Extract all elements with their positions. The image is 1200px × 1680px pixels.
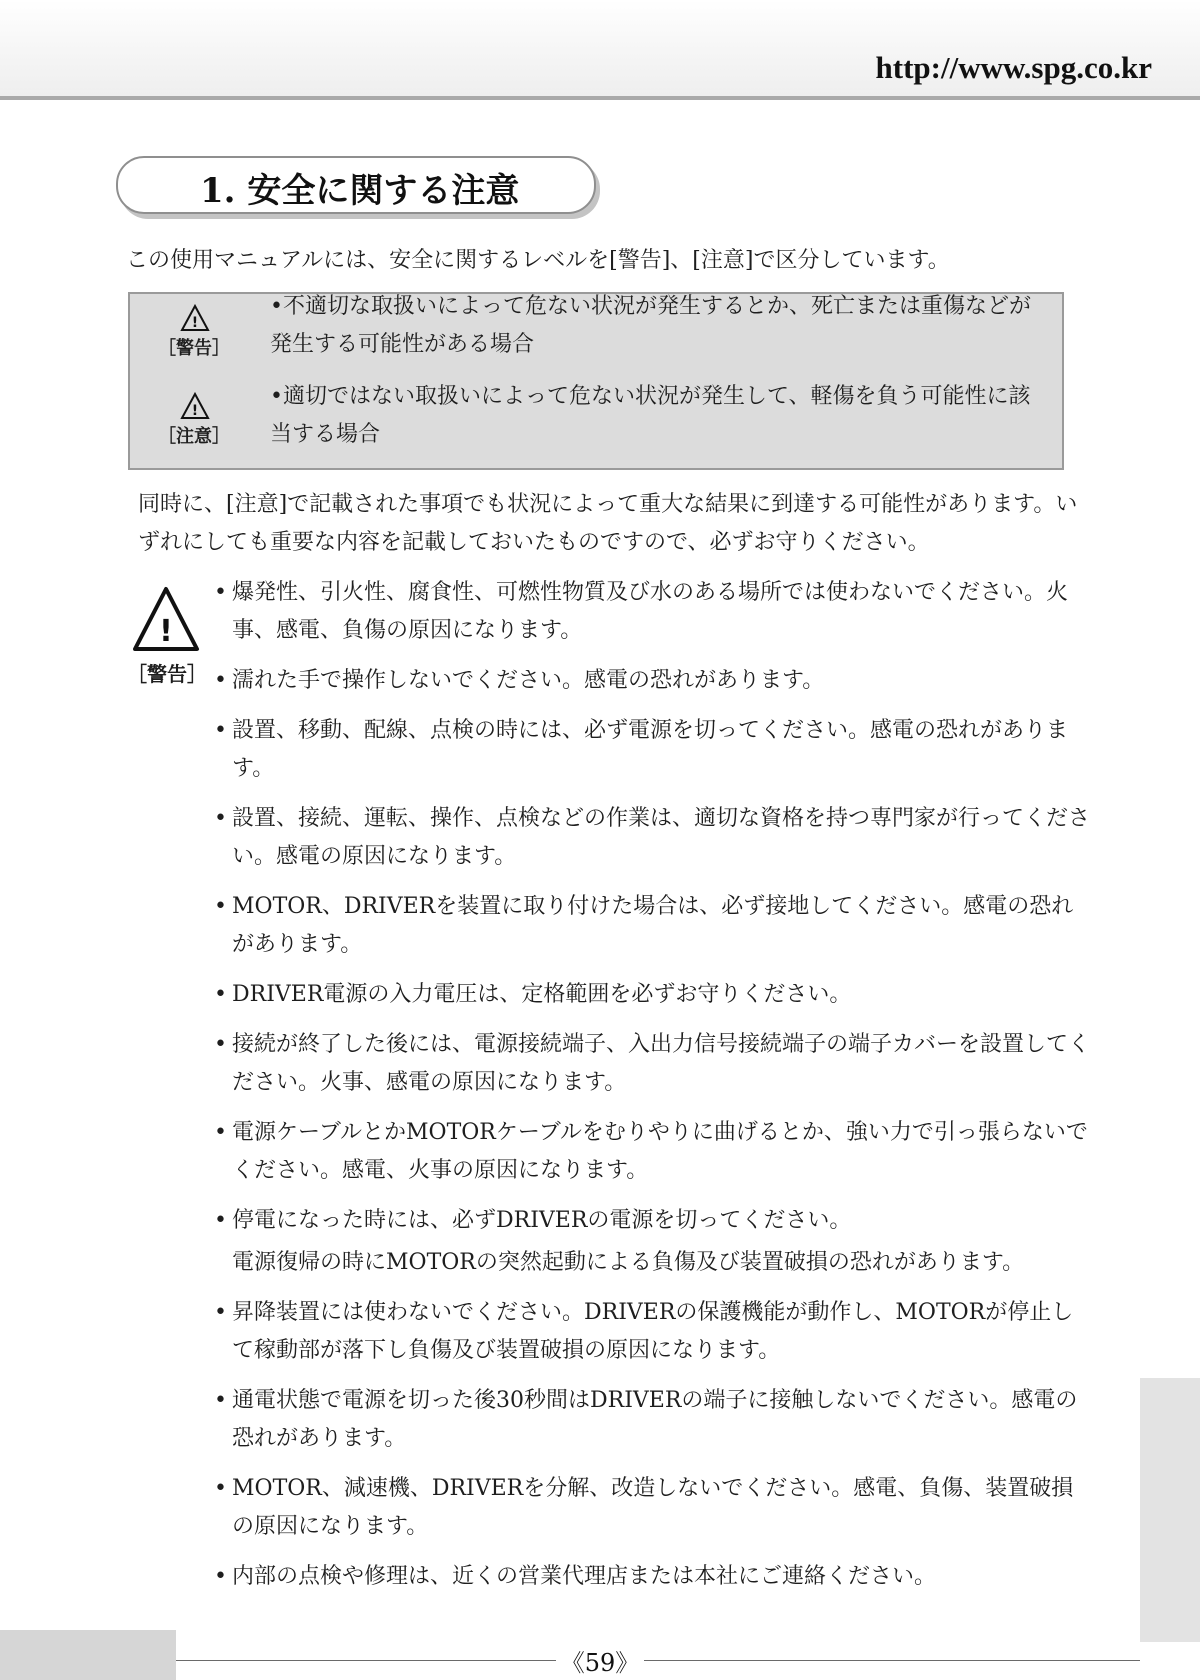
list-item-continuation: 電源復帰の時にMOTORの突然起動による負傷及び装置破損の恐れがあります。 bbox=[232, 1250, 1025, 1275]
definition-text-caution: •適切ではない取扱いによって危ない状況が発生して、軽傷を負う可能性に該当する場合 bbox=[270, 384, 1031, 447]
bullet-icon: • bbox=[214, 580, 227, 605]
definition-label-caution: ［注意］ bbox=[158, 426, 230, 447]
list-item: • MOTOR、減速機、DRIVERを分解、改造しないでください。感電、負傷、装置破損の原因になります。 bbox=[214, 1470, 1090, 1546]
warning-list bbox=[214, 574, 1090, 1608]
list-item: • 爆発性、引火性、腐食性、可燃性物質及び水のある場所では使わないでください。火事、感電、負傷の原因になります。 bbox=[214, 574, 1090, 650]
caution-triangle-icon bbox=[180, 392, 210, 420]
page-number: 《59》 bbox=[556, 1643, 644, 1678]
bottom-tab-marker bbox=[0, 1630, 176, 1680]
list-item: • 通電状態で電源を切った後30秒間はDRIVERの端子に接触しないでください。感電の恐れがあります。 bbox=[214, 1382, 1090, 1458]
bullet-icon: • bbox=[214, 1476, 227, 1501]
side-tab-marker bbox=[1140, 1378, 1200, 1642]
site-url[interactable]: http://www.spg.co.kr bbox=[875, 50, 1152, 85]
list-item: • 接続が終了した後には、電源接続端子、入出力信号接続端子の端子カバーを設置してください。火事、感電の原因になります。 bbox=[214, 1026, 1090, 1102]
svg-text:!: ! bbox=[191, 315, 199, 331]
bullet-icon: • bbox=[214, 1032, 227, 1057]
definition-label-warning: ［警告］ bbox=[158, 338, 230, 359]
bullet-icon: • bbox=[214, 1388, 227, 1413]
note-text: 同時に、[注意]で記載された事項でも状況によって重大な結果に到達する可能性があります。いずれにしても重要な内容を記載しておいたものですので、必ずお守りください。 bbox=[138, 492, 1078, 555]
bullet-icon: • bbox=[214, 1120, 227, 1145]
definition-text-warning: •不適切な取扱いによって危ない状況が発生するとか、死亡または重傷などが発生する可能性がある場合 bbox=[270, 294, 1031, 357]
warning-triangle-icon bbox=[132, 586, 200, 652]
list-item: • DRIVER電源の入力電圧は、定格範囲を必ずお守りください。 bbox=[214, 976, 1090, 1014]
list-item: • 内部の点検や修理は、近くの営業代理店または本社にご連絡ください。 bbox=[214, 1558, 1090, 1596]
header-rule bbox=[0, 96, 1200, 100]
list-item: • 昇降装置には使わないでください。DRIVERの保護機能が動作し、MOTORが停止して稼動部が落下し負傷及び装置破損の原因になります。 bbox=[214, 1294, 1090, 1370]
bullet-icon: • bbox=[214, 982, 227, 1007]
list-item: • 設置、接続、運転、操作、点検などの作業は、適切な資格を持つ専門家が行ってください。感電の原因になります。 bbox=[214, 800, 1090, 876]
bullet-icon: • bbox=[214, 718, 227, 743]
section-title: 1. 安全に関する注意 bbox=[200, 171, 520, 211]
bullet-icon: • bbox=[214, 806, 227, 831]
bullet-icon: • bbox=[214, 1300, 227, 1325]
list-item: • 停電になった時には、必ずDRIVERの電源を切ってください。 bbox=[214, 1202, 1090, 1240]
list-item: • MOTOR、DRIVERを装置に取り付けた場合は、必ず接地してください。感電の恐れがあります。 bbox=[214, 888, 1090, 964]
list-item: • 濡れた手で操作しないでください。感電の恐れがあります。 bbox=[214, 662, 1090, 700]
intro-text: この使用マニュアルには、安全に関するレベルを[警告]、[注意]で区分しています。 bbox=[126, 248, 950, 273]
bullet-icon: • bbox=[214, 1208, 227, 1233]
list-item: • 設置、移動、配線、点検の時には、必ず電源を切ってください。感電の恐れがあります。 bbox=[214, 712, 1090, 788]
list-item: • 電源ケーブルとかMOTORケーブルをむりやりに曲げるとか、強い力で引っ張らないでください。感電、火事の原因になります。 bbox=[214, 1114, 1090, 1190]
bullet-icon: • bbox=[214, 894, 227, 919]
bullet-icon: • bbox=[214, 668, 227, 693]
definitions-box bbox=[128, 292, 1064, 470]
svg-text:!: ! bbox=[191, 403, 199, 419]
footer-rule-right bbox=[644, 1660, 1140, 1661]
warning-label: ［警告］ bbox=[127, 662, 207, 686]
bullet-icon: • bbox=[214, 1564, 227, 1589]
footer-rule-left bbox=[176, 1660, 556, 1661]
warning-triangle-icon bbox=[180, 304, 210, 332]
svg-text:!: ! bbox=[159, 614, 173, 649]
